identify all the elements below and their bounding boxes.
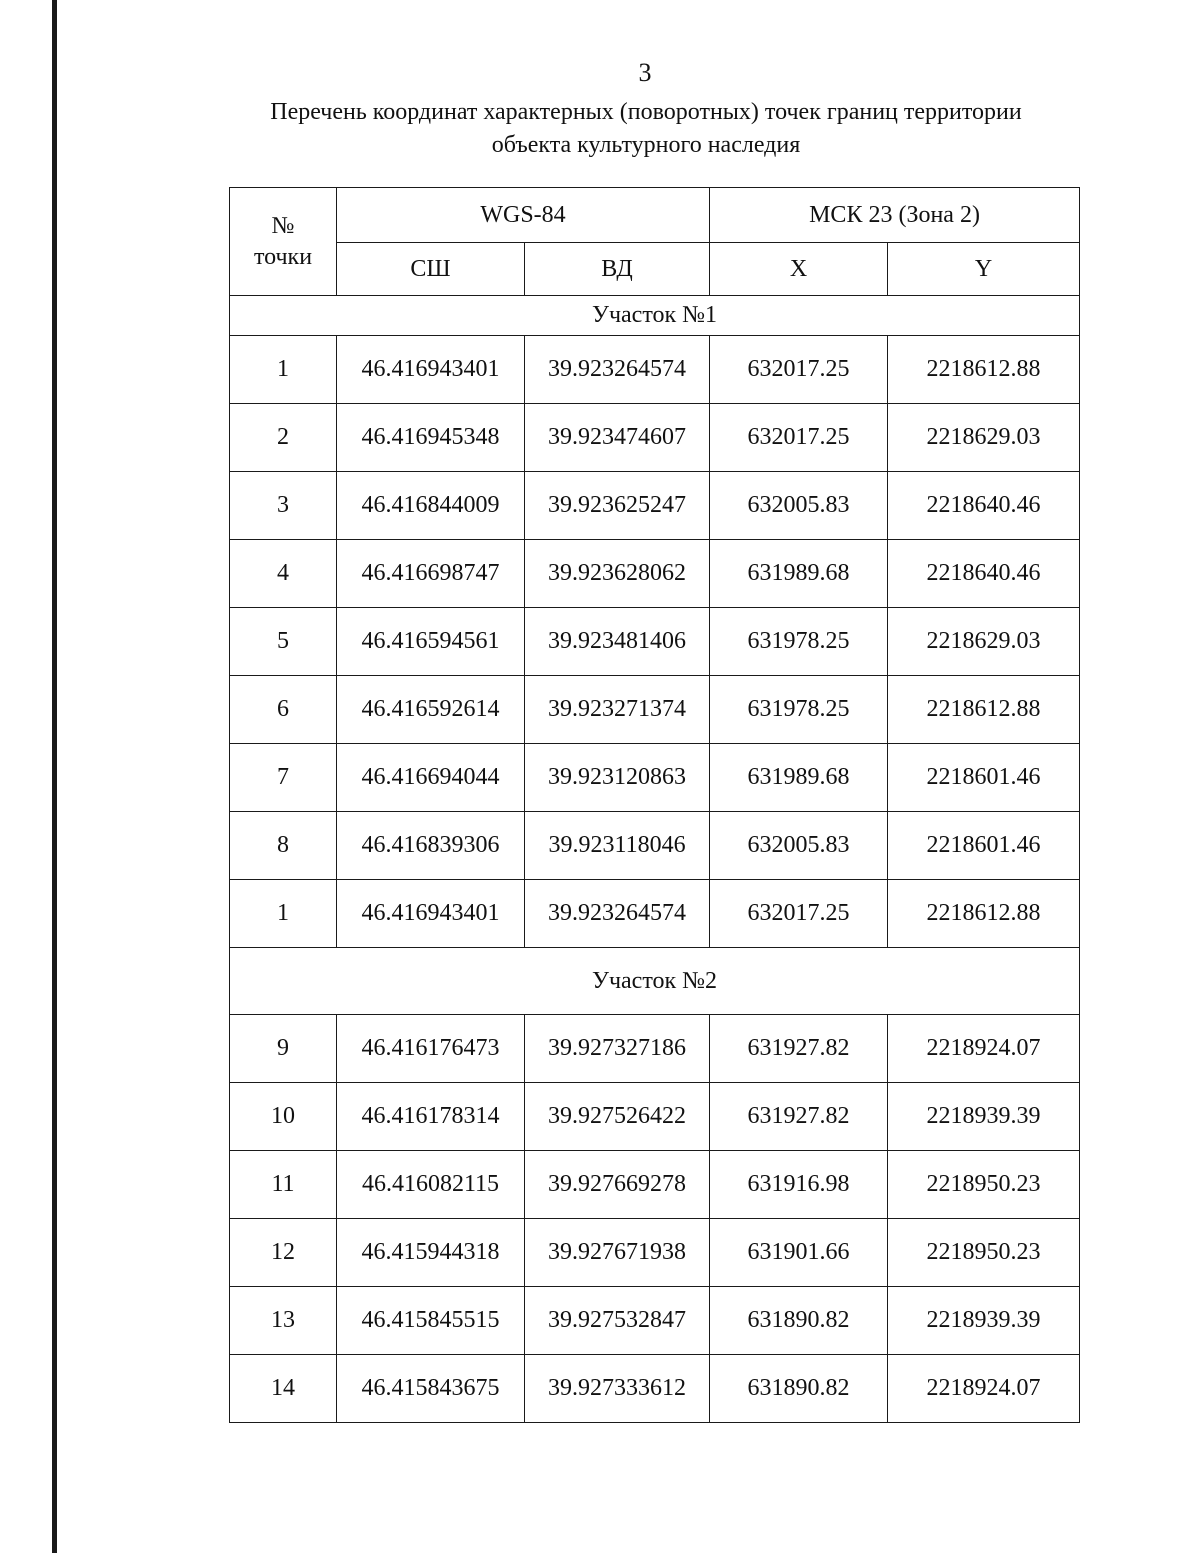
- y-cell: 2218629.03: [888, 608, 1080, 676]
- point-number-cell: 5: [230, 608, 337, 676]
- longitude-cell: 39.923264574: [525, 336, 710, 404]
- document-title: [150, 96, 1142, 162]
- point-number-cell: 13: [230, 1287, 337, 1355]
- table-row: [230, 676, 1080, 744]
- point-number-cell: 11: [230, 1151, 337, 1219]
- latitude-cell: 46.416594561: [337, 608, 525, 676]
- latitude-cell: 46.416592614: [337, 676, 525, 744]
- document-title-line-2: объекта культурного наследия: [491, 132, 801, 158]
- y-cell: 2218612.88: [888, 676, 1080, 744]
- wgs84-header: WGS-84: [337, 188, 710, 243]
- longitude-cell: 39.927526422: [525, 1083, 710, 1151]
- longitude-cell: 39.923481406: [525, 608, 710, 676]
- table-row: [230, 540, 1080, 608]
- table-row: [230, 1355, 1080, 1423]
- x-cell: 631978.25: [710, 676, 888, 744]
- x-header: X: [710, 243, 888, 296]
- y-cell: 2218612.88: [888, 336, 1080, 404]
- point-number-cell: 12: [230, 1219, 337, 1287]
- y-cell: 2218924.07: [888, 1015, 1080, 1083]
- longitude-cell: 39.923271374: [525, 676, 710, 744]
- x-cell: 631927.82: [710, 1015, 888, 1083]
- latitude-cell: 46.416698747: [337, 540, 525, 608]
- document-title-line-1: Перечень координат характерных (поворотных) точек границ территории: [270, 99, 1022, 125]
- page-number: 3: [638, 58, 652, 87]
- table-row: [230, 1219, 1080, 1287]
- y-cell: 2218950.23: [888, 1151, 1080, 1219]
- point-number-cell: 10: [230, 1083, 337, 1151]
- longitude-header: ВД: [525, 243, 710, 296]
- y-cell: 2218629.03: [888, 404, 1080, 472]
- x-cell: 631901.66: [710, 1219, 888, 1287]
- latitude-cell: 46.416844009: [337, 472, 525, 540]
- latitude-cell: 46.416943401: [337, 880, 525, 948]
- table-subheader-row: [230, 243, 1080, 296]
- latitude-cell: 46.416839306: [337, 812, 525, 880]
- table-row: [230, 744, 1080, 812]
- table-row: [230, 608, 1080, 676]
- table-row: [230, 880, 1080, 948]
- longitude-cell: 39.923625247: [525, 472, 710, 540]
- point-number-cell: 14: [230, 1355, 337, 1423]
- x-cell: 632017.25: [710, 336, 888, 404]
- table-row: [230, 336, 1080, 404]
- y-header: Y: [888, 243, 1080, 296]
- y-cell: 2218612.88: [888, 880, 1080, 948]
- latitude-cell: 46.416945348: [337, 404, 525, 472]
- section-row: [230, 296, 1080, 336]
- x-cell: 631890.82: [710, 1287, 888, 1355]
- x-cell: 631989.68: [710, 540, 888, 608]
- y-cell: 2218640.46: [888, 472, 1080, 540]
- x-cell: 631927.82: [710, 1083, 888, 1151]
- point-number-cell: 3: [230, 472, 337, 540]
- point-number-cell: 6: [230, 676, 337, 744]
- point-number-cell: 7: [230, 744, 337, 812]
- table-row: [230, 472, 1080, 540]
- longitude-cell: 39.923264574: [525, 880, 710, 948]
- longitude-cell: 39.923120863: [525, 744, 710, 812]
- section-label: Участок №1: [230, 296, 1080, 336]
- x-cell: 632005.83: [710, 472, 888, 540]
- longitude-cell: 39.927532847: [525, 1287, 710, 1355]
- latitude-cell: 46.416082115: [337, 1151, 525, 1219]
- longitude-cell: 39.927669278: [525, 1151, 710, 1219]
- longitude-cell: 39.927671938: [525, 1219, 710, 1287]
- x-cell: 631989.68: [710, 744, 888, 812]
- y-cell: 2218939.39: [888, 1083, 1080, 1151]
- table-row: [230, 1151, 1080, 1219]
- table-header-row: [230, 188, 1080, 243]
- latitude-cell: 46.416176473: [337, 1015, 525, 1083]
- table-row: [230, 812, 1080, 880]
- x-cell: 632017.25: [710, 404, 888, 472]
- latitude-cell: 46.415843675: [337, 1355, 525, 1423]
- point-number-header-line-2: точки: [253, 243, 313, 270]
- point-number-cell: 1: [230, 336, 337, 404]
- table-row: [230, 1015, 1080, 1083]
- latitude-header: СШ: [337, 243, 525, 296]
- point-number-header-line-1: №: [271, 212, 295, 239]
- latitude-cell: 46.416694044: [337, 744, 525, 812]
- longitude-cell: 39.927327186: [525, 1015, 710, 1083]
- point-number-cell: 8: [230, 812, 337, 880]
- section-label: Участок №2: [230, 948, 1080, 1015]
- y-cell: 2218939.39: [888, 1287, 1080, 1355]
- longitude-cell: 39.923628062: [525, 540, 710, 608]
- latitude-cell: 46.415845515: [337, 1287, 525, 1355]
- longitude-cell: 39.923118046: [525, 812, 710, 880]
- point-number-cell: 9: [230, 1015, 337, 1083]
- latitude-cell: 46.416178314: [337, 1083, 525, 1151]
- latitude-cell: 46.415944318: [337, 1219, 525, 1287]
- y-cell: 2218950.23: [888, 1219, 1080, 1287]
- y-cell: 2218601.46: [888, 812, 1080, 880]
- coordinates-table: [229, 187, 1080, 1423]
- y-cell: 2218601.46: [888, 744, 1080, 812]
- latitude-cell: 46.416943401: [337, 336, 525, 404]
- x-cell: 632017.25: [710, 880, 888, 948]
- table-row: [230, 1287, 1080, 1355]
- y-cell: 2218640.46: [888, 540, 1080, 608]
- scan-edge-line: [52, 0, 57, 1553]
- point-number-cell: 1: [230, 880, 337, 948]
- longitude-cell: 39.927333612: [525, 1355, 710, 1423]
- section-row: [230, 948, 1080, 1015]
- table-row: [230, 404, 1080, 472]
- point-number-cell: 2: [230, 404, 337, 472]
- longitude-cell: 39.923474607: [525, 404, 710, 472]
- y-cell: 2218924.07: [888, 1355, 1080, 1423]
- point-number-cell: 4: [230, 540, 337, 608]
- x-cell: 631978.25: [710, 608, 888, 676]
- x-cell: 632005.83: [710, 812, 888, 880]
- msk23-header: МСК 23 (Зона 2): [710, 188, 1080, 243]
- point-number-header: [230, 188, 337, 296]
- table-row: [230, 1083, 1080, 1151]
- x-cell: 631916.98: [710, 1151, 888, 1219]
- x-cell: 631890.82: [710, 1355, 888, 1423]
